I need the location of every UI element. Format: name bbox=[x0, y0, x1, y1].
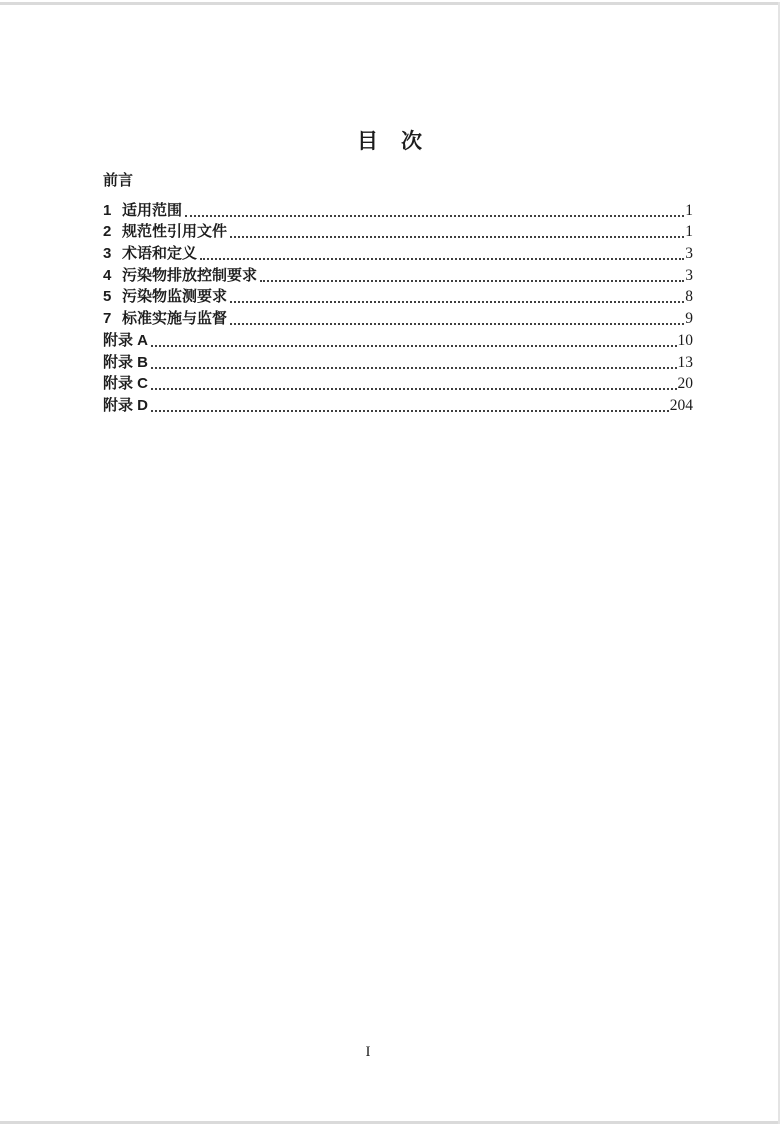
toc-entry-label: 污染物监测要求 bbox=[122, 288, 228, 306]
toc-preface-heading: 前言 bbox=[103, 172, 134, 189]
toc-entry-page: 1 bbox=[685, 201, 693, 219]
toc-entry-number: 5 bbox=[103, 288, 112, 306]
toc-entry-label: 规范性引用文件 bbox=[122, 223, 228, 241]
toc-entry-page: 1 bbox=[685, 223, 693, 241]
toc-entry-appendix-a[interactable] bbox=[103, 329, 693, 351]
dot-leader bbox=[230, 323, 684, 325]
toc-entry-label: 污染物排放控制要求 bbox=[122, 266, 258, 284]
toc-entry-appendix-d[interactable] bbox=[103, 394, 693, 416]
dot-leader bbox=[151, 367, 676, 369]
toc-entry-appendix-c[interactable] bbox=[103, 373, 693, 395]
footer-page-number: I bbox=[365, 1044, 371, 1060]
toc-entry-label: 术语和定义 bbox=[122, 245, 198, 263]
toc-entry-implementation[interactable] bbox=[103, 307, 693, 329]
toc-entry-page: 10 bbox=[677, 331, 693, 349]
toc-entry-label: 附录 B bbox=[103, 353, 149, 371]
toc-entry-number: 2 bbox=[103, 223, 112, 241]
toc-entry-label: 附录 C bbox=[103, 375, 149, 393]
toc-entry-page: 9 bbox=[685, 310, 693, 328]
toc-entry-normative-references[interactable] bbox=[103, 221, 693, 243]
toc-entry-number: 7 bbox=[103, 310, 112, 328]
toc-entry-label: 适用范围 bbox=[122, 201, 183, 219]
dot-leader bbox=[151, 388, 676, 390]
toc-title: 目 次 bbox=[357, 130, 423, 153]
toc-entry-number: 3 bbox=[103, 245, 112, 263]
toc-list bbox=[103, 199, 693, 416]
dot-leader bbox=[200, 258, 684, 260]
toc-entry-terms-definitions[interactable] bbox=[103, 242, 693, 264]
dot-leader bbox=[230, 236, 684, 238]
toc-entry-emission-control[interactable] bbox=[103, 264, 693, 286]
toc-entry-scope[interactable] bbox=[103, 199, 693, 221]
toc-entry-page: 20 bbox=[677, 375, 693, 393]
dot-leader bbox=[230, 301, 684, 303]
toc-entry-page: 13 bbox=[677, 353, 693, 371]
page-edge-bottom bbox=[0, 1121, 780, 1124]
dot-leader bbox=[185, 215, 684, 217]
dot-leader bbox=[151, 410, 669, 412]
toc-entry-page: 3 bbox=[685, 245, 693, 263]
dot-leader bbox=[260, 280, 684, 282]
toc-entry-page: 204 bbox=[669, 396, 693, 414]
dot-leader bbox=[151, 345, 676, 347]
toc-entry-page: 8 bbox=[685, 288, 693, 306]
toc-entry-monitoring[interactable] bbox=[103, 286, 693, 308]
toc-entry-label: 标准实施与监督 bbox=[122, 310, 228, 328]
toc-entry-number: 4 bbox=[103, 266, 112, 284]
toc-entry-number: 1 bbox=[103, 201, 112, 219]
toc-entry-appendix-b[interactable] bbox=[103, 351, 693, 373]
page-edge-top bbox=[0, 2, 780, 5]
toc-entry-label: 附录 A bbox=[103, 331, 149, 349]
toc-entry-page: 3 bbox=[685, 266, 693, 284]
toc-entry-label: 附录 D bbox=[103, 396, 149, 414]
